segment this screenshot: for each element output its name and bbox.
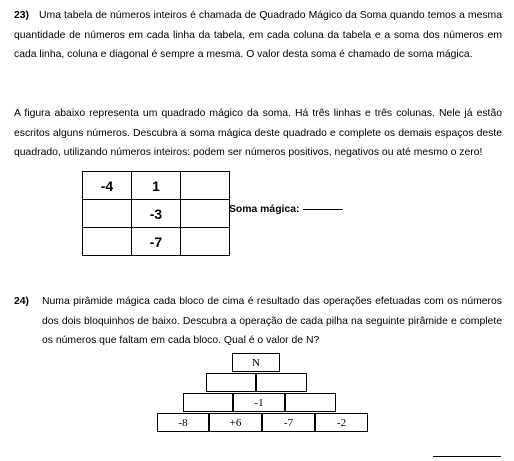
pyramid-block[interactable]: -8	[157, 413, 209, 432]
magic-square	[82, 171, 230, 256]
magic-cell[interactable]	[181, 200, 230, 228]
pyramid-block[interactable]	[183, 393, 233, 412]
q24-paragraph	[14, 292, 502, 351]
soma-magica	[229, 204, 343, 215]
soma-magica-answer-line[interactable]	[303, 209, 343, 210]
magic-cell[interactable]: -7	[132, 228, 181, 256]
magic-cell[interactable]	[181, 228, 230, 256]
pyramid-block[interactable]	[256, 373, 307, 392]
pyramid-block[interactable]: +6	[209, 413, 262, 432]
q24-text: Numa pirâmide mágica cada bloco de cima é resultado das operações efetuadas com os números dos dois bloquinhos de baixo. Descubra a operação de cada pilha na seguinte pirâmide e complete os números que faltam em cada bloco. Qual é o valor de N?	[42, 296, 502, 347]
q23-number: 23)	[14, 10, 30, 21]
pyramid-block[interactable]: -1	[233, 393, 285, 412]
pyramid-block[interactable]	[206, 373, 256, 392]
pyramid-block[interactable]: -7	[262, 413, 315, 432]
magic-cell[interactable]: -3	[132, 200, 181, 228]
q23-text-1: Uma tabela de números inteiros é chamada de Quadrado Mágico da Soma quando temos a mesma quantidade de números em cada linha da tabela, em cada coluna da tabela e a soma dos números em cada linha, coluna e diagonal é sempre a mesma. O valor desta soma é chamado de soma mágica.	[14, 10, 502, 61]
q23-paragraph-1	[14, 6, 502, 65]
pyramid-block[interactable]: N	[232, 353, 280, 372]
soma-magica-label: Soma mágica:	[229, 204, 300, 215]
magic-cell[interactable]	[83, 200, 132, 228]
q24-number: 24)	[14, 296, 30, 307]
pyramid-block[interactable]	[285, 393, 336, 412]
q23-paragraph-2: A figura abaixo representa um quadrado mágico da soma. Há três linhas e três colunas. Nele já estão escritos alguns números. Descubra a soma mágica deste quadrado e complete os demais espaços deste quadrado, utilizando números inteiros: podem ser números positivos, negativos ou até mesmo o zero!	[14, 108, 502, 159]
pyramid-block[interactable]: -2	[315, 413, 368, 432]
divider	[433, 456, 501, 457]
magic-cell[interactable]: -4	[83, 172, 132, 200]
magic-cell[interactable]	[83, 228, 132, 256]
magic-cell[interactable]	[181, 172, 230, 200]
magic-cell[interactable]: 1	[132, 172, 181, 200]
